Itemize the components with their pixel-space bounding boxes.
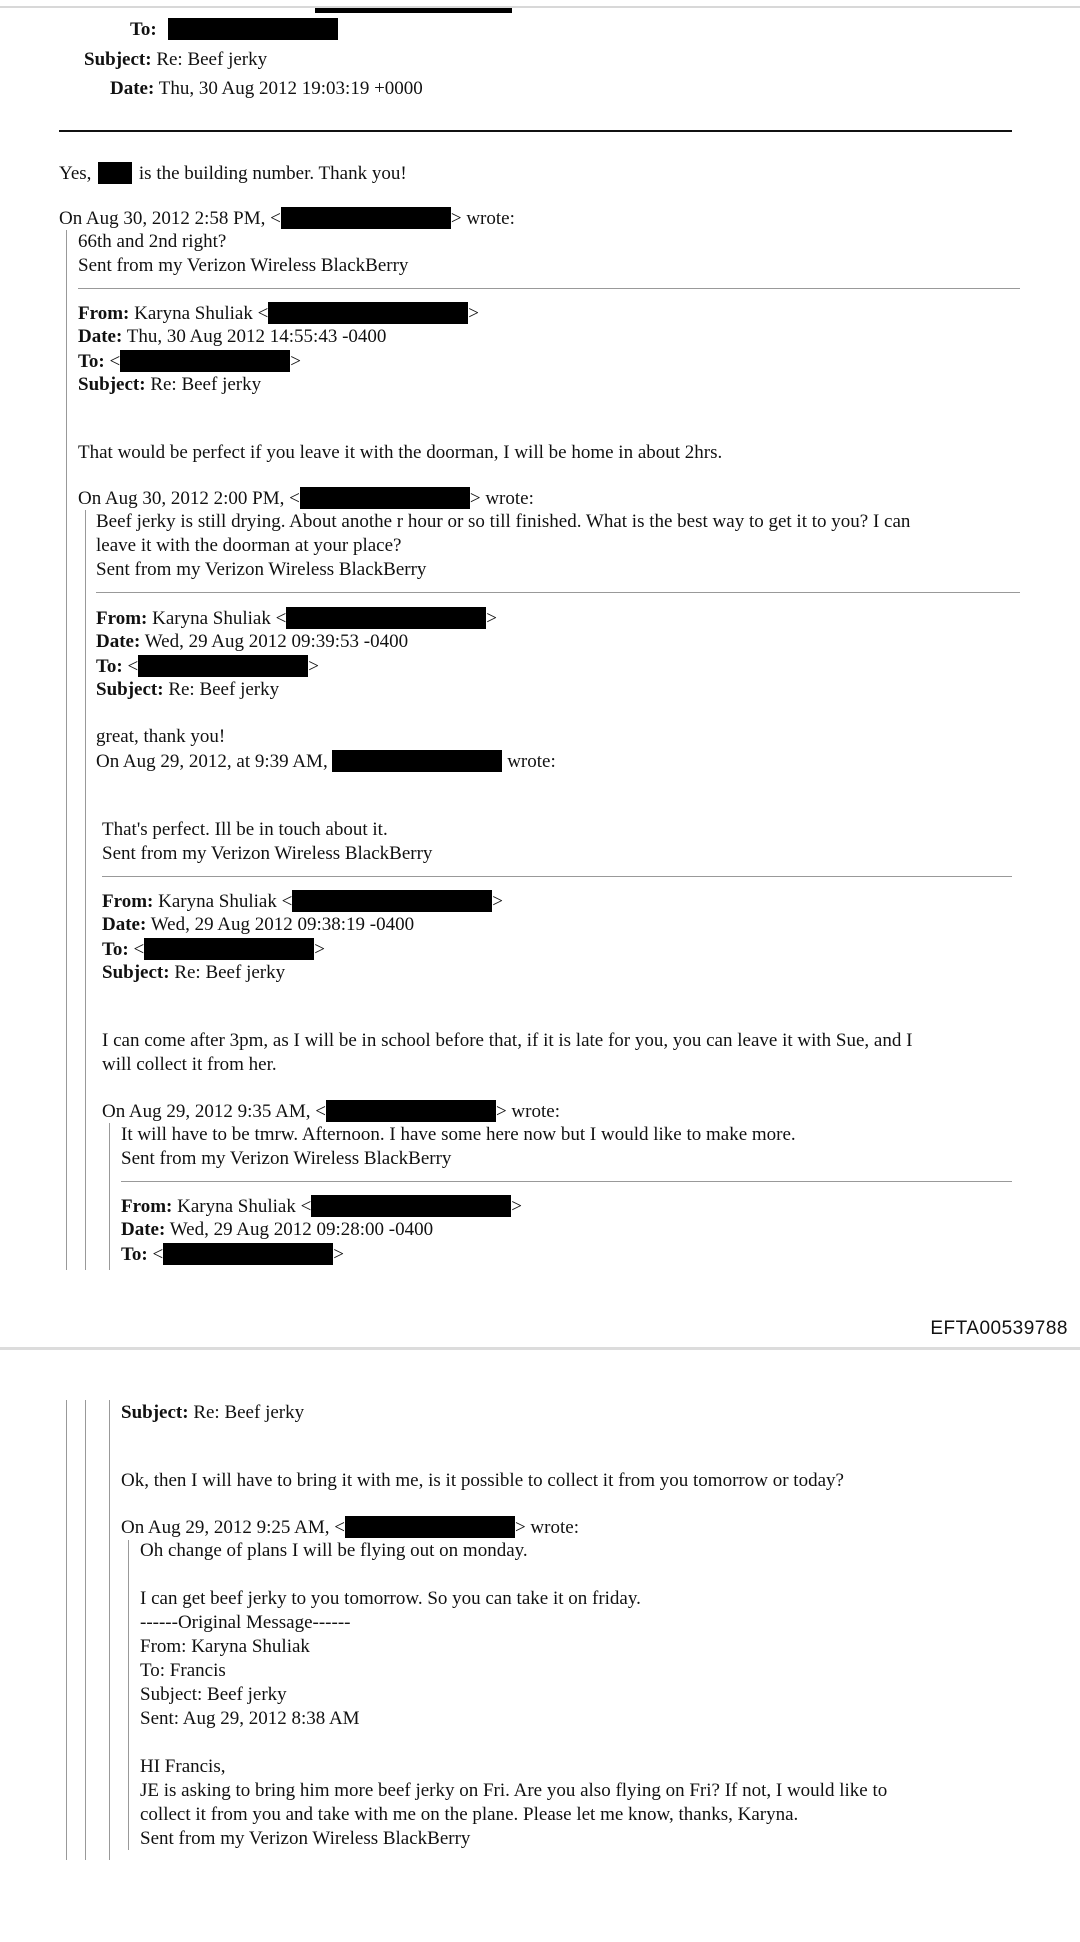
q1-date: [78, 326, 386, 348]
bracket: >: [333, 1244, 344, 1265]
redaction-bar: [281, 207, 451, 229]
date-value: Thu, 30 Aug 2012 14:55:43 -0400: [126, 326, 387, 347]
from-label: From:: [78, 303, 130, 324]
redaction-bar: [326, 1100, 496, 1122]
redaction-bar: [315, 8, 512, 13]
intro-text: On Aug 29, 2012 9:35 AM, <: [102, 1101, 326, 1122]
intro-text: wrote:: [507, 751, 556, 772]
p2-subject: [121, 1402, 304, 1424]
quote-line: I can get beef jerky to you tomorrow. So you can take it on friday.: [140, 1588, 641, 1609]
quote-bar-4: [109, 1123, 110, 1270]
quote-line: To: Francis: [140, 1660, 226, 1681]
quote-divider: [102, 876, 1012, 877]
q2-to: [96, 655, 319, 678]
subject-label: Subject:: [121, 1402, 189, 1423]
from-label: From:: [96, 608, 148, 629]
q1-message: That would be perfect if you leave it with the doorman, I will be home in about 2hrs.: [78, 442, 723, 463]
body-text: is the building number. Thank you!: [138, 163, 407, 184]
quote-line: Sent from my Verizon Wireless BlackBerry: [140, 1828, 471, 1849]
subject-value: Re: Beef jerky: [156, 49, 268, 70]
redaction-bar: [138, 655, 308, 677]
quote-intro: [59, 207, 515, 230]
date-label: Date:: [96, 631, 141, 652]
redaction-bar: [332, 750, 502, 772]
subject-value: Re: Beef jerky: [168, 679, 280, 700]
quote-line: Beef jerky is still drying. About anothe r hour or so till finished. What is the best way to get it to you? I can: [96, 511, 911, 532]
from-label: From:: [102, 891, 154, 912]
bracket: >: [486, 608, 498, 629]
from-label: From:: [121, 1196, 173, 1217]
redaction-bar: [311, 1195, 511, 1217]
intro-text: > wrote:: [469, 488, 534, 509]
redaction-bar: [163, 1243, 333, 1265]
quote-bar-2: [85, 510, 86, 1270]
quote-line: It will have to be tmrw. Afternoon. I have some here now but I would like to make more.: [121, 1124, 796, 1145]
subject-value: Re: Beef jerky: [150, 374, 262, 395]
redaction-bar: [292, 890, 492, 912]
page-break: [0, 1347, 1080, 1350]
q1-from: [78, 302, 479, 325]
q2-date: [96, 631, 408, 653]
bracket: >: [492, 891, 504, 912]
redaction-bar: [268, 302, 468, 324]
quote-line: Oh change of plans I will be flying out on monday.: [140, 1540, 528, 1561]
date-label: Date:: [110, 78, 155, 99]
quote-line: HI Francis,: [140, 1756, 226, 1777]
date-value: Wed, 29 Aug 2012 09:38:19 -0400: [150, 914, 415, 935]
intro-text: > wrote:: [514, 1517, 579, 1538]
q3-subject: [102, 962, 285, 984]
q4-date: [121, 1219, 433, 1241]
date-value: Wed, 29 Aug 2012 09:28:00 -0400: [169, 1219, 434, 1240]
to-value: <: [109, 351, 121, 372]
bracket: >: [314, 939, 325, 960]
bracket: >: [290, 351, 301, 372]
quote-bar-5: [128, 1540, 129, 1850]
subject-label: Subject:: [96, 679, 164, 700]
date-label: Date:: [102, 914, 147, 935]
quote-divider: [96, 592, 1020, 593]
quote-bar-2-cont: [85, 1400, 86, 1860]
header-to: [130, 18, 338, 41]
to-value: <: [133, 939, 145, 960]
header-divider: [59, 130, 1012, 132]
body-text: Yes,: [59, 163, 92, 184]
quote-intro: [96, 750, 556, 773]
to-label: To:: [96, 656, 123, 677]
quote-line: collect it from you and take with me on the plane. Please let me know, thanks, Karyna.: [140, 1804, 799, 1825]
redaction-bar: [98, 162, 132, 184]
date-label: Date:: [78, 326, 123, 347]
q3-message: I can come after 3pm, as I will be in school before that, if it is late for you, you can leave it with Sue, and I: [102, 1030, 913, 1051]
intro-text: > wrote:: [450, 208, 515, 229]
date-value: Thu, 30 Aug 2012 19:03:19 +0000: [158, 78, 423, 99]
quote-divider: [78, 288, 1020, 289]
quote-line: Sent from my Verizon Wireless BlackBerry: [96, 559, 427, 580]
to-label: To:: [130, 19, 157, 40]
to-label: To:: [102, 939, 129, 960]
from-value: Karyna Shuliak <: [134, 303, 269, 324]
q4-to: [121, 1243, 344, 1266]
bates-number: EFTA00539788: [930, 1318, 1068, 1339]
intro-text: On Aug 30, 2012 2:00 PM, <: [78, 488, 300, 509]
intro-text: On Aug 29, 2012, at 9:39 AM,: [96, 751, 328, 772]
date-label: Date:: [121, 1219, 166, 1240]
quote-line: That's perfect. Ill be in touch about it.: [102, 819, 388, 840]
q3-from: [102, 890, 503, 913]
to-value: <: [127, 656, 139, 677]
redaction-bar: [144, 938, 314, 960]
redaction-bar: [286, 607, 486, 629]
quote-line: Sent from my Verizon Wireless BlackBerry: [78, 255, 409, 276]
q2-subject: [96, 679, 279, 701]
from-value: Karyna Shuliak <: [177, 1196, 312, 1217]
redaction-bar: [168, 18, 338, 40]
subject-label: Subject:: [84, 49, 152, 70]
q4-from: [121, 1195, 522, 1218]
quote-bar-4-cont: [109, 1400, 110, 1860]
bracket: >: [468, 303, 480, 324]
q2-message: great, thank you!: [96, 726, 226, 747]
redaction-bar: [300, 487, 470, 509]
quote-line: JE is asking to bring him more beef jerky on Fri. Are you also flying on Fri? If not, I would like to: [140, 1780, 888, 1801]
q3-date: [102, 914, 414, 936]
from-value: Karyna Shuliak <: [152, 608, 287, 629]
bracket: >: [511, 1196, 523, 1217]
body-line: [59, 162, 407, 185]
intro-text: On Aug 30, 2012 2:58 PM, <: [59, 208, 281, 229]
date-value: Wed, 29 Aug 2012 09:39:53 -0400: [144, 631, 409, 652]
q3-message: will collect it from her.: [102, 1054, 277, 1075]
quote-intro: [102, 1100, 560, 1123]
subject-value: Re: Beef jerky: [174, 962, 286, 983]
redaction-bar: [120, 350, 290, 372]
to-value: <: [152, 1244, 164, 1265]
redaction-bar: [345, 1516, 515, 1538]
quote-intro: [78, 487, 534, 510]
q2-from: [96, 607, 497, 630]
intro-text: > wrote:: [495, 1101, 560, 1122]
to-label: To:: [121, 1244, 148, 1265]
q3-to: [102, 938, 325, 961]
quote-line: Sent: Aug 29, 2012 8:38 AM: [140, 1708, 360, 1729]
header-date: [110, 78, 423, 100]
header-subject: [84, 49, 267, 71]
quote-line: Subject: Beef jerky: [140, 1684, 287, 1705]
intro-text: On Aug 29, 2012 9:25 AM, <: [121, 1517, 345, 1538]
quote-line: Sent from my Verizon Wireless BlackBerry: [102, 843, 433, 864]
p2-message: Ok, then I will have to bring it with me, is it possible to collect it from you tomorrow or today?: [121, 1470, 844, 1491]
quote-line: From: Karyna Shuliak: [140, 1636, 310, 1657]
from-value: Karyna Shuliak <: [158, 891, 293, 912]
subject-value: Re: Beef jerky: [193, 1402, 305, 1423]
quote-line: ------Original Message------: [140, 1612, 351, 1633]
to-label: To:: [78, 351, 105, 372]
quote-divider: [121, 1181, 1012, 1182]
page-top-edge: [0, 6, 1080, 8]
subject-label: Subject:: [78, 374, 146, 395]
q1-subject: [78, 374, 261, 396]
quote-line: 66th and 2nd right?: [78, 231, 227, 252]
bracket: >: [308, 656, 319, 677]
quote-line: leave it with the doorman at your place?: [96, 535, 402, 556]
quote-line: Sent from my Verizon Wireless BlackBerry: [121, 1148, 452, 1169]
quote-intro: [121, 1516, 579, 1539]
q1-to: [78, 350, 301, 373]
subject-label: Subject:: [102, 962, 170, 983]
quote-bar-1-cont: [66, 1400, 67, 1860]
quote-bar-1: [66, 230, 67, 1270]
